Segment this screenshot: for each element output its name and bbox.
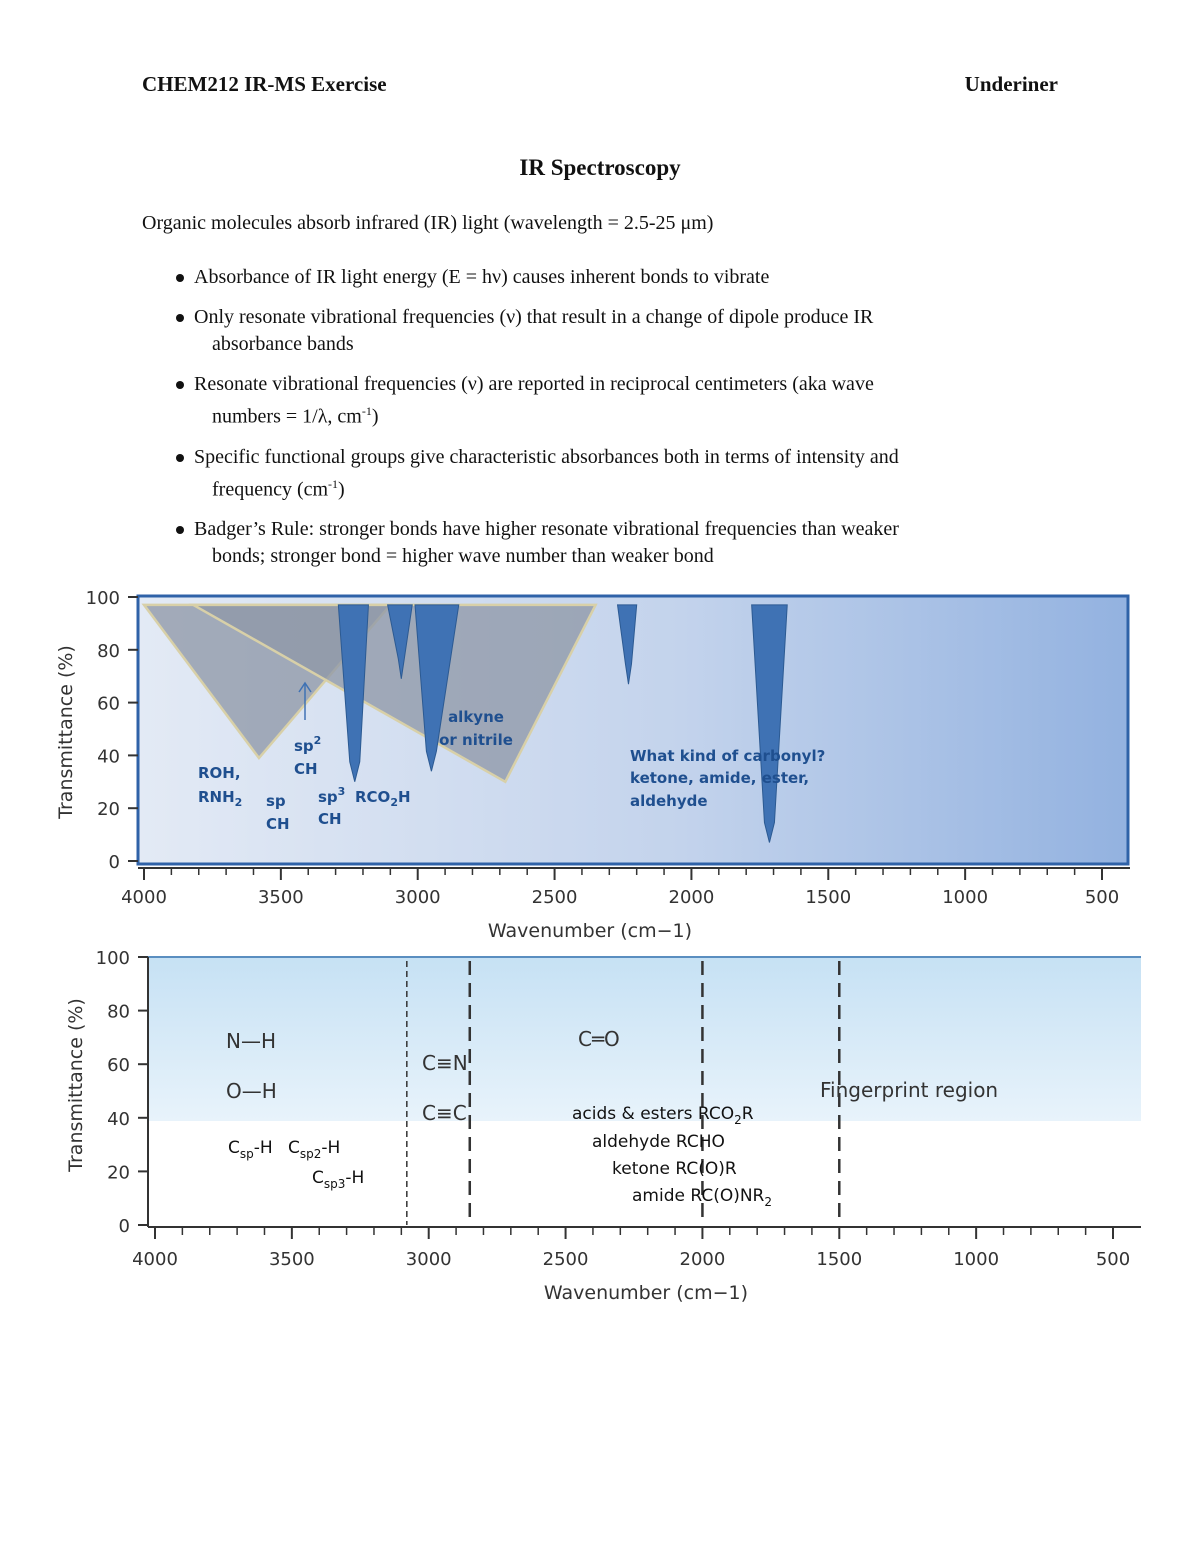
x-tick-label: 3000 bbox=[405, 1249, 452, 1270]
y-tick-label: 80 bbox=[97, 640, 120, 662]
y-axis-title: Transmittance (%) bbox=[65, 998, 87, 1172]
x-tick-label: 2000 bbox=[679, 1249, 726, 1270]
y-tick-label: 0 bbox=[108, 852, 120, 873]
csp-label: $C_{sp}-H$ bbox=[228, 1138, 273, 1161]
bullet-icon bbox=[176, 274, 184, 282]
sp3-ch-label-1: $sp^3$ bbox=[318, 785, 346, 806]
ch-labels bbox=[228, 1138, 364, 1191]
course-header: CHEM212 IR-MS Exercise bbox=[142, 72, 387, 96]
page-title: IR Spectroscopy bbox=[519, 155, 681, 180]
nh-label: N—H bbox=[226, 1029, 276, 1053]
carbonyl-type-labels bbox=[572, 1104, 772, 1209]
cn-label: C≡N bbox=[422, 1051, 468, 1075]
rco2h-label: $RCO_2H$ bbox=[355, 788, 411, 809]
amide-label: amide $RC(O)NR_2$ bbox=[632, 1186, 773, 1209]
alkyne-label-1: alkyne bbox=[448, 708, 504, 726]
intro-text: Organic molecules absorb infrared (IR) light (wavelength = 2.5-25 μm) bbox=[142, 212, 714, 234]
roh-label: ROH, bbox=[198, 764, 241, 782]
list-item: Resonate vibrational frequencies (ν) are reported in reciprocal centimeters (aka wave numbers = 1/λ, $cm^{-1}$) bbox=[176, 371, 1046, 431]
bullet-icon bbox=[176, 454, 184, 462]
y-tick-label: 80 bbox=[107, 1001, 130, 1023]
author-header: Underiner bbox=[964, 72, 1058, 96]
bullet-icon bbox=[176, 526, 184, 534]
x-tick-label: 1500 bbox=[816, 1249, 863, 1270]
x-tick-label: 2500 bbox=[531, 887, 578, 908]
acids-esters-label: acids & esters $RCO_2R$ bbox=[572, 1104, 754, 1127]
sp-ch-label-2: CH bbox=[266, 815, 290, 833]
list-item: Absorbance of IR light energy (E = hν) causes inherent bonds to vibrate bbox=[176, 264, 1046, 291]
ketone-label: ketone RC(O)R bbox=[612, 1159, 737, 1179]
x-tick-label: 4000 bbox=[121, 887, 167, 908]
bullet-list bbox=[176, 264, 1046, 583]
sp3-ch-label-2: CH bbox=[318, 810, 342, 828]
y-tick-label: 60 bbox=[97, 693, 120, 715]
y-tick-label: 40 bbox=[107, 1108, 130, 1130]
y-tick-label: 40 bbox=[97, 746, 120, 768]
x-tick-label: 4000 bbox=[132, 1249, 178, 1270]
csp2-label: $C_{sp2}-H$ bbox=[288, 1138, 341, 1161]
sp-ch-label-1: sp bbox=[266, 792, 286, 810]
y-tick-label: 0 bbox=[118, 1216, 130, 1237]
list-item: Badger’s Rule: stronger bonds have higher resonate vibrational frequencies than weaker bonds; stronger bond = higher wave number than weaker bond bbox=[176, 516, 1046, 570]
csp3-label: $C_{sp3}-H$ bbox=[312, 1168, 365, 1191]
ir-band-chart bbox=[40, 580, 1150, 945]
x-tick-label: 3000 bbox=[394, 887, 441, 908]
list-item: Only resonate vibrational frequencies (ν) that result in a change of dipole produce IR absorbance bands bbox=[176, 304, 1046, 358]
carbonyl-label-2: ketone, amide, ester, bbox=[630, 769, 810, 787]
x-axis-title: Wavenumber (cm−1) bbox=[487, 920, 693, 942]
x-tick-label: 3500 bbox=[268, 1249, 315, 1270]
x-tick-label: 2000 bbox=[668, 887, 715, 908]
rnh2-label: $RNH_2$ bbox=[198, 788, 243, 809]
y-tick-label: 100 bbox=[95, 948, 130, 969]
x-tick-label: 1000 bbox=[953, 1249, 1000, 1270]
x-tick-label: 1000 bbox=[942, 887, 989, 908]
list-item: Specific functional groups give characteristic absorbances both in terms of intensity and frequency $(cm^{-1})$ bbox=[176, 444, 1046, 504]
carbonyl-label-3: aldehyde bbox=[630, 792, 708, 810]
x-tick-label: 2500 bbox=[542, 1249, 589, 1270]
alkyne-label-2: or nitrile bbox=[439, 731, 513, 749]
sp2-ch-label-2: CH bbox=[294, 760, 318, 778]
y-tick-label: 20 bbox=[107, 1162, 130, 1184]
x-axis-title: Wavenumber (cm−1) bbox=[543, 1282, 749, 1304]
y-axis-title: Transmittance (%) bbox=[55, 645, 77, 819]
sp2-ch-label-1: $sp^2$ bbox=[294, 734, 322, 755]
y-tick-label: 20 bbox=[97, 799, 120, 821]
x-tick-label: 1500 bbox=[805, 887, 852, 908]
y-tick-label: 60 bbox=[107, 1055, 130, 1077]
x-tick-label: 500 bbox=[1095, 1249, 1131, 1270]
y-tick-label: 100 bbox=[85, 588, 120, 609]
fingerprint-label: Fingerprint region bbox=[820, 1078, 999, 1102]
x-tick-label: 500 bbox=[1084, 887, 1120, 908]
oh-label: O—H bbox=[226, 1079, 277, 1103]
carbonyl-label-1: What kind of carbonyl? bbox=[630, 747, 826, 765]
cc-label: C≡C bbox=[422, 1101, 467, 1125]
ir-regions-chart bbox=[40, 945, 1150, 1305]
co-label: C═O bbox=[578, 1027, 620, 1051]
bullet-icon bbox=[176, 381, 184, 389]
aldehyde-label: aldehyde RCHO bbox=[592, 1132, 725, 1152]
x-tick-label: 3500 bbox=[257, 887, 304, 908]
bullet-icon bbox=[176, 314, 184, 322]
